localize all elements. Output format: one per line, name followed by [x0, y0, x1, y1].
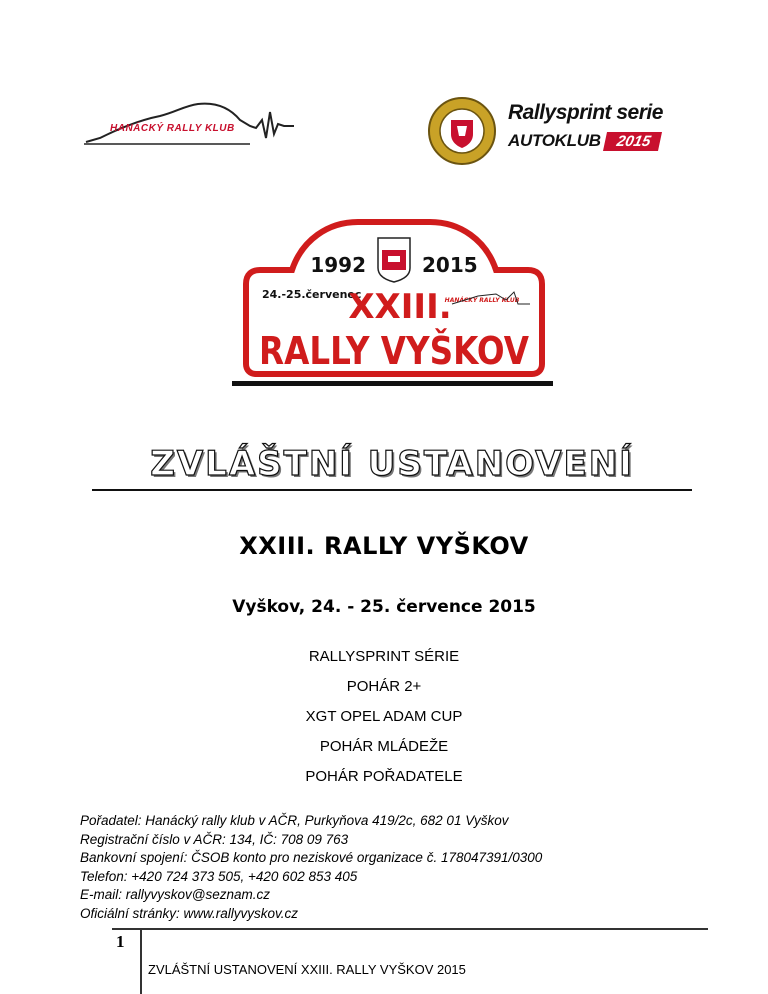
autoklub-wordmark: AUTOKLUB [508, 131, 601, 150]
year-badge: 2015 [603, 132, 662, 151]
plate-club-mini: HANÁCKÝ RALLY KLUB [444, 297, 520, 304]
plate-rally-name: RALLY VYŠKOV [259, 329, 530, 373]
autoklub-seal-logo [423, 96, 501, 166]
bank-line: Bankovní spojení: ČSOB konto pro neziskové organizace č. 178047391/0300 [80, 850, 543, 866]
hanacky-rally-klub-wordmark: HANÁCKÝ RALLY KLUB [110, 123, 235, 134]
email-label: E-mail: [80, 887, 126, 903]
rallysprint-serie-title: Rallysprint serie [508, 101, 663, 124]
event-date: Vyškov, 24. - 25. července 2015 [232, 597, 536, 617]
rally-plate-logo [238, 214, 550, 378]
series-item: POHÁR 2+ [346, 678, 422, 695]
title-underline [92, 489, 692, 491]
plate-year-start: 1992 [310, 253, 366, 277]
plate-dates: 24.-25.červenec [262, 288, 362, 301]
plate-edition: XXIII. [348, 287, 452, 327]
footer-divider [112, 928, 708, 930]
series-item: POHÁR MLÁDEŽE [319, 738, 449, 755]
hanacky-rally-klub-logo [80, 98, 300, 150]
website-link[interactable]: Oficiální stránky: www.rallyvyskov.cz [80, 905, 299, 921]
footer-text: ZVLÁŠTNÍ USTANOVENÍ XXIII. RALLY VYŠKOV 2015 [148, 962, 466, 977]
email-link[interactable]: rallyvyskov@seznam.cz [125, 887, 271, 903]
plate-year-end: 2015 [422, 253, 478, 277]
email-line [80, 886, 542, 905]
document-title: ZVLÁŠTNÍ USTANOVENÍ [150, 444, 634, 484]
phone-line: Telefon: +420 724 373 505, +420 602 853 405 [80, 868, 358, 884]
event-name: XXIII. RALLY VYŠKOV [239, 532, 529, 560]
plate-underline [232, 381, 553, 386]
series-item: RALLYSPRINT SÉRIE [308, 648, 460, 665]
organizer-line: Pořadatel: Hanácký rally klub v AČR, Purkyňova 419/2c, 682 01 Vyškov [80, 813, 509, 828]
series-item: POHÁR POŘADATELE [305, 768, 463, 785]
series-list [0, 646, 768, 796]
registration-line: Registrační číslo v AČR: 134, IČ: 708 09 763 [80, 831, 349, 847]
series-item: XGT OPEL ADAM CUP [305, 708, 463, 725]
vyskov-coat-of-arms-icon [378, 238, 410, 282]
footer-vertical-divider [140, 929, 142, 994]
page-number: 1 [116, 932, 125, 951]
autoklub-2015-badge [508, 130, 660, 152]
organizer-info [80, 812, 542, 924]
